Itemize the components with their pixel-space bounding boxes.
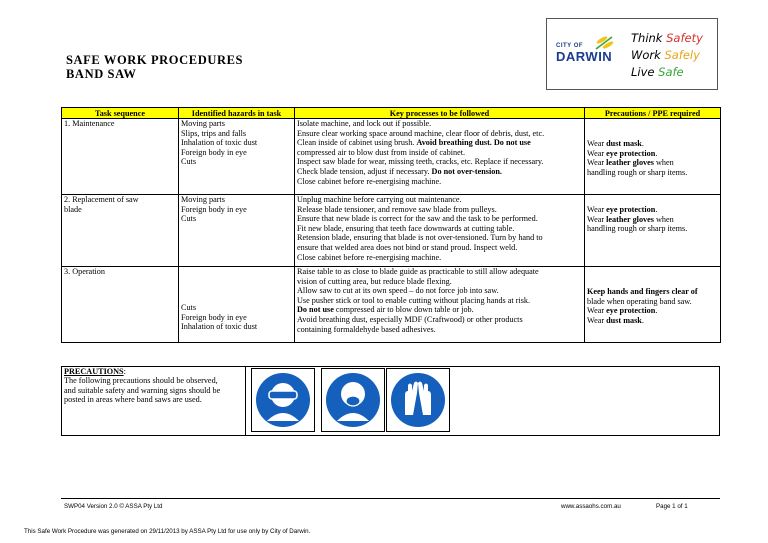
hazards-cell: Moving parts Slips, trips and falls Inhalation of toxic dust Foreign body in eye Cuts [179,119,295,195]
ppe-cell: Keep hands and fingers clear of blade when operating band saw. Wear eye protection. Wear dust mask. [585,267,721,343]
logo-city-of: CITY OF [556,43,584,49]
table-row [62,119,721,195]
table-row [62,267,721,343]
table-row [62,195,721,267]
eye-protection-sign-icon [251,368,315,432]
city-of-darwin-logo [556,33,618,69]
header-task-sequence: Task sequence [62,108,179,119]
precautions-line: and suitable safety and warning signs should be [64,385,221,395]
precautions-line: posted in areas where band saws are used. [64,395,202,405]
slogan-line-1: Think Safety [631,31,703,45]
header-key-processes: Key processes to be followed [295,108,585,119]
ppe-cell: Wear dust mask. Wear eye protection. Wear leather gloves when handling rough or sharp items. [585,119,721,195]
header-identified-hazards: Identified hazards in task [179,108,295,119]
processes-cell: Isolate machine, and lock out if possible. Ensure clear working space around machine, clear floor of debris, dust, etc. Clean inside of cabinet using brush. Avoid breathing dust. Do not use compressed air to blow dust from inside of cabinet. Inspect saw blade for wear, missing teeth, cracks, etc. Replace if necessary. Check blade tension, adjust if necessary. Do not over-tension. Close cabinet before re-energising machine. [295,119,585,195]
dust-mask-sign-icon [321,368,385,432]
generated-note: This Safe Work Procedure was generated on 29/11/2013 by ASSA Pty Ltd for use only by City of Darwin. [24,528,311,535]
gloves-sign-icon [386,368,450,432]
header-precautions-ppe: Precautions / PPE required [585,108,721,119]
processes-cell: Raise table to as close to blade guide as practicable to still allow adequate vision of cutting area, but reduce blade flexing. Allow saw to cut at its own speed – do not force job into saw. Use pusher stick or tool to enable cutting without placing hands at risk. Do not use compressed air to blow down table or job. Avoid breathing dust, especially MDF (Craftwood) or other products containing formaldehyde based adhesives. [295,267,585,343]
slogan-line-3: Live Safe [631,65,684,79]
table-header-row [62,108,721,119]
hazards-cell: Moving parts Foreign body in eye Cuts [179,195,295,267]
logo-darwin: DARWIN [556,49,613,64]
task-cell: 2. Replacement of saw blade [62,195,179,267]
document-subtitle: BAND SAW [66,67,137,81]
footer-version: SWP04 Version 2.0 © ASSA Pty Ltd [64,503,163,510]
procedure-table [61,107,721,343]
dragonfly-icon [592,35,616,51]
footer-divider [61,498,720,499]
document-title: SAFE WORK PROCEDURES [66,53,244,67]
precautions-line: The following precautions should be observed, [64,376,218,386]
precautions-text: PRECAUTIONS: The following precautions should be observed, and suitable safety and warning signs should be posted in areas where band saws are used. [64,367,242,405]
footer-page-number: Page 1 of 1 [656,503,688,510]
processes-cell: Unplug machine before carrying out maintenance. Release blade tensioner, and remove saw blade from pulleys. Ensure that new blade is correct for the saw and the task to be performed. Fit new blade, ensuring that teeth face downwards at cutting table. Retension blade, ensuring that blade is not over-tensioned. Turn by hand to ensure that welded area does not bind or stand proud. Inspect weld. Close cabinet before re-energising machine. [295,195,585,267]
task-cell: 3. Operation [62,267,179,343]
footer-website: www.assaohs.com.au [561,503,621,510]
precautions-heading: PRECAUTIONS [64,367,124,376]
hazards-cell: Cuts Foreign body in eye Inhalation of toxic dust [179,267,295,343]
ppe-cell: Wear eye protection. Wear leather gloves when handling rough or sharp items. [585,195,721,267]
slogan-line-2: Work Safely [631,48,700,62]
task-cell: 1. Maintenance [62,119,179,195]
precautions-divider [245,366,246,436]
